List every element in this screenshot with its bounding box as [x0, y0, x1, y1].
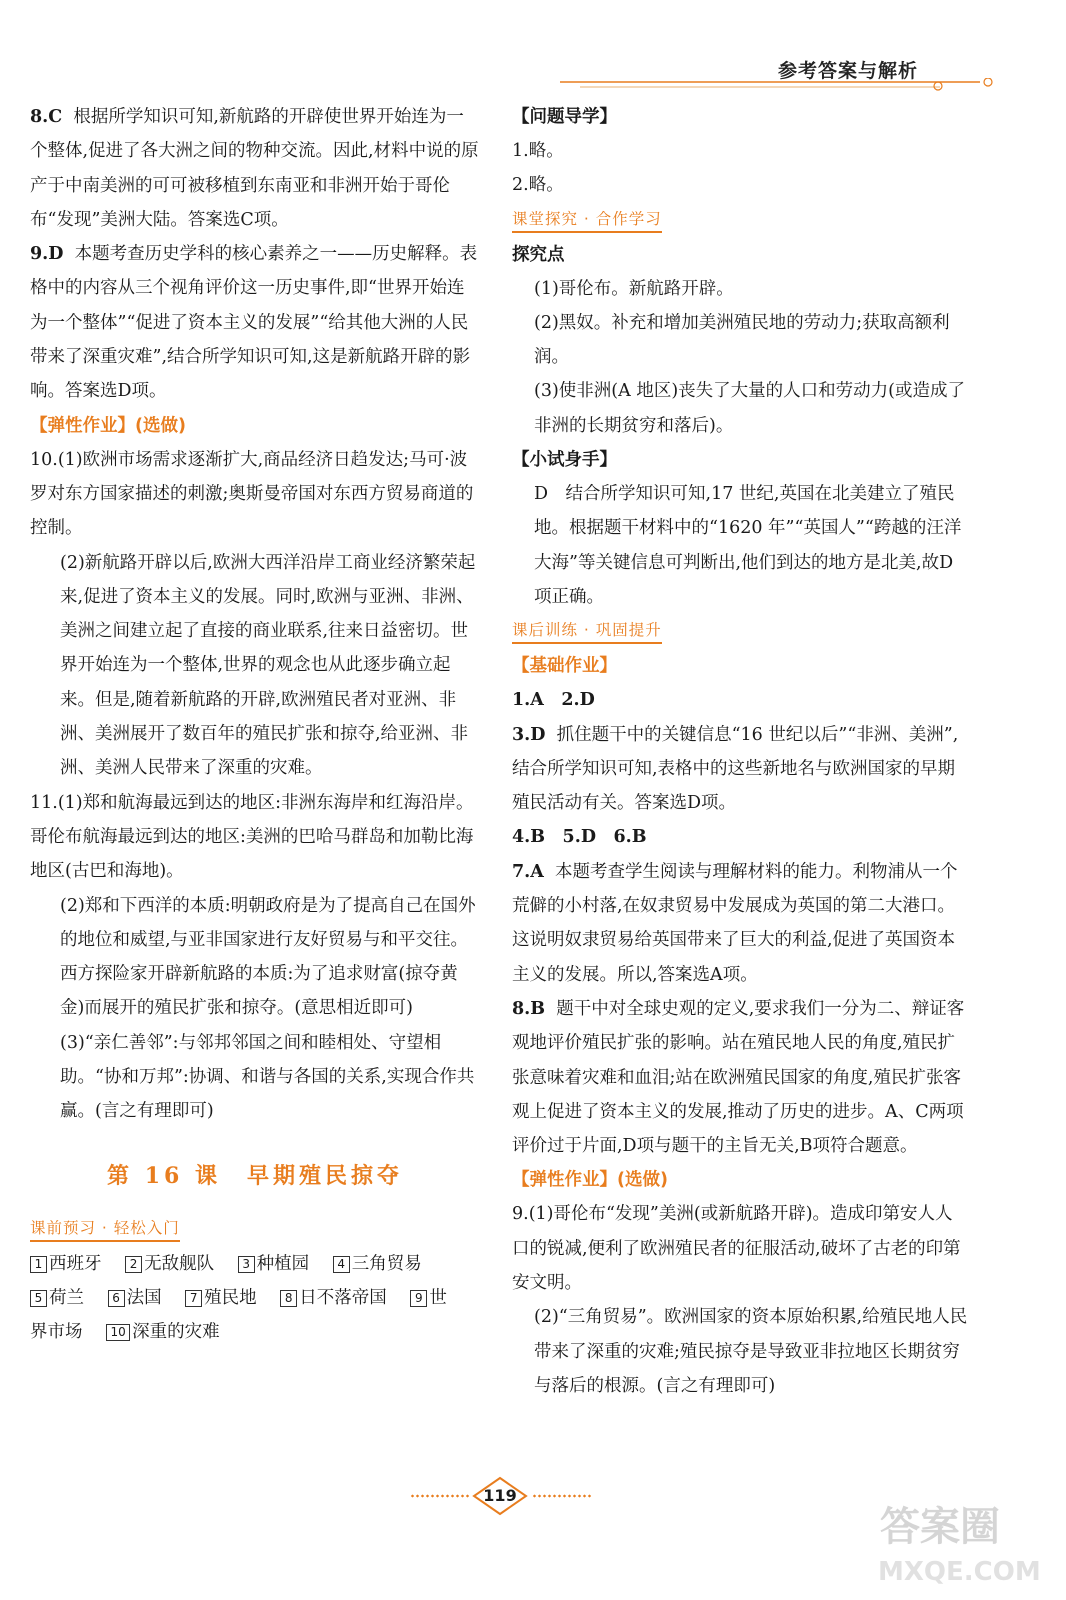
- number-box: 2: [125, 1256, 142, 1273]
- answer-7: [512, 855, 968, 992]
- explore-answer-1: (1)哥伦布。新航路开辟。: [534, 278, 734, 299]
- answer-8b-number: 8.B: [512, 998, 546, 1019]
- problem-guide-label: 【问题导学】: [512, 107, 617, 127]
- preview-answers-line3: [30, 1315, 480, 1349]
- answer-7-number: 7.A: [512, 861, 544, 882]
- answer-3: [512, 718, 968, 821]
- preview-item: [106, 1322, 220, 1342]
- answer-8b-text: 题干中对全球史观的定义,要求我们一分为二、辩证客观地评价殖民扩张的影响。站在殖民地人民的角度,殖民扩张意味着灾难和血泪;站在欧洲殖民国家的角度,殖民扩张客观上促进了资本主义的发展,推动了历史的进步。A、C两项评价过于片面,D项与题干的主旨无关,B项符合题意。: [512, 998, 965, 1157]
- preview-item: [280, 1288, 387, 1308]
- preview-item: [108, 1288, 162, 1308]
- answer-11-part1: 11.(1)郑和航海最远到达的地区:非洲东海岸和红海沿岸。哥伦布航海最远到达的地区:美洲的巴哈马群岛和加勒比海地区(古巴和海地)。: [30, 792, 474, 882]
- preview-item-text: 荷兰: [49, 1287, 84, 1308]
- answers-1-2: 1.A 2.D: [512, 690, 595, 711]
- preview-item-text: 界市场: [30, 1321, 83, 1342]
- try-answer: D 结合所学知识可知,17 世纪,英国在北美建立了殖民地。根据题干材料中的“1620 年”“英国人”“跨越的汪洋大海”等关键信息可判断出,他们到达的地方是北美,故D项正确。: [534, 484, 962, 607]
- lesson-title: 第 16 课 早期殖民掠夺: [107, 1162, 403, 1189]
- answer-8: [30, 100, 480, 237]
- footer-dots-left: [410, 1494, 470, 1498]
- guide-answer-2: 2.略。: [512, 175, 564, 196]
- page-number: [470, 1476, 530, 1516]
- preview-section-tag: 课前预习 · 轻松入门: [30, 1216, 180, 1242]
- explore-answer-2: (2)黑奴。补充和增加美洲殖民地的劳动力;获取高额利润。: [534, 312, 950, 368]
- preview-item-text: 日不落帝国: [299, 1287, 387, 1308]
- explore-point-label: 探究点: [512, 244, 565, 265]
- preview-item-text: 法国: [126, 1287, 162, 1308]
- preview-item: [333, 1254, 422, 1274]
- elastic-homework-label-right: 【弹性作业】(选做): [512, 1170, 668, 1191]
- preview-item: [238, 1254, 310, 1274]
- answer-8-number: 8.C: [30, 107, 63, 127]
- answer-9-text: 本题考查历史学科的核心素养之一——历史解释。表格中的内容从三个视角评价这一历史事件,即“世界开始连为一个整体”“促进了资本主义的发展”“给其他大洲的人民带来了深重灾难”,结合所学知识可知,这是新航路开辟的影响。答案选D项。: [30, 244, 478, 402]
- number-box: 3: [238, 1256, 255, 1273]
- preview-item-text: 种植园: [256, 1253, 310, 1274]
- number-box: 8: [280, 1290, 297, 1307]
- number-box: 10: [106, 1324, 130, 1341]
- basic-homework-label: 【基础作业】: [512, 656, 617, 677]
- number-box: 7: [185, 1290, 202, 1307]
- explore-answer-3: (3)使非洲(A 地区)丧失了大量的人口和劳动力(或造成了非洲的长期贫穷和落后)。: [534, 381, 965, 436]
- answer-11-part2: (2)郑和下西洋的本质:明朝政府是为了提高自己在国外的地位和威望,与亚非国家进行友好贸易与和平交往。西方探险家开辟新航路的本质:为了追求财富(掠夺黄金)而展开的殖民扩张和掠夺。(意思相近即可): [60, 895, 476, 1019]
- right-column: [512, 100, 968, 1403]
- number-box: 9: [410, 1290, 427, 1307]
- answer-9: [30, 237, 480, 408]
- watermark-text: 答案圈: [880, 1504, 1000, 1550]
- number-box: 4: [333, 1256, 350, 1273]
- preview-item: [185, 1288, 257, 1308]
- after-class-section-tag: 课后训练 · 巩固提升: [512, 618, 662, 644]
- preview-answers-line1: [30, 1247, 480, 1281]
- watermark-url: MXQE.COM: [878, 1557, 1041, 1587]
- preview-item-text: 西班牙: [49, 1253, 102, 1274]
- left-column: [30, 100, 480, 1349]
- number-box: 6: [108, 1290, 125, 1307]
- answer-9b-part1: 9.(1)哥伦布“发现”美洲(或新航路开辟)。造成印第安人人口的锐减,便利了欧洲殖民者的征服活动,破坏了古老的印第安文明。: [512, 1204, 961, 1294]
- answer-9-number: 9.D: [30, 244, 64, 265]
- number-box: 1: [30, 1256, 47, 1273]
- preview-item: [410, 1288, 447, 1308]
- page-header-title: 参考答案与解析: [778, 60, 919, 82]
- answer-3-text: 抓住题干中的关键信息“16 世纪以后”“非洲、美洲”,结合所学知识可知,表格中的这些新地名与欧洲国家的早期殖民活动有关。答案选D项。: [512, 724, 959, 814]
- answer-8-text: 根据所学知识可知,新航路的开辟使世界开始连为一个整体,促进了各大洲之间的物种交流。因此,材料中说的原产于中南美洲的可可被移植到东南亚和非洲开始于哥伦布“发现”美洲大陆。答案选C项。: [30, 107, 479, 230]
- elastic-homework-label: 【弹性作业】(选做): [30, 415, 186, 436]
- answer-7-text: 本题考查学生阅读与理解材料的能力。利物浦从一个荒僻的小村落,在奴隶贸易中发展成为英国的第二大港口。这说明奴隶贸易给英国带来了巨大的利益,促进了英国资本主义的发展。所以,答案选A项。: [512, 861, 958, 985]
- answer-3-number: 3.D: [512, 724, 546, 745]
- preview-item-text: 世: [429, 1287, 447, 1308]
- page-number-text: 119: [483, 1486, 517, 1505]
- footer-dots-right: [532, 1494, 592, 1498]
- header-decorative-rule: [560, 78, 998, 92]
- answer-9b-part2: (2)“三角贸易”。欧洲国家的资本原始积累,给殖民地人民带来了深重的灾难;殖民掠夺是导致亚非拉地区长期贫穷与落后的根源。(言之有理即可): [534, 1307, 968, 1396]
- answers-4-6: 4.B 5.D 6.B: [512, 827, 647, 848]
- preview-item-text: 深重的灾难: [132, 1321, 220, 1342]
- preview-item: [30, 1288, 84, 1308]
- preview-answers-line2: [30, 1281, 480, 1315]
- answer-10-part2: (2)新航路开辟以后,欧洲大西洋沿岸工商业经济繁荣起来,促进了资本主义的发展。同时,欧洲与亚洲、非洲、美洲之间建立起了直接的商业联系,往来日益密切。世界开始连为一个整体,世界的观念也从此逐步确立起来。但是,随着新航路的开辟,欧洲殖民者对亚洲、非洲、美洲展开了数百年的殖民扩张和掠夺,给亚洲、非洲、美洲人民带来了深重的灾难。: [60, 552, 476, 779]
- number-box: 5: [30, 1290, 47, 1307]
- classroom-section-tag: 课堂探究 · 合作学习: [512, 207, 662, 233]
- preview-item-text: 殖民地: [204, 1287, 257, 1308]
- preview-item: [125, 1254, 214, 1274]
- preview-item-text: 无敌舰队: [144, 1253, 215, 1274]
- guide-answer-1: 1.略。: [512, 141, 564, 161]
- answer-8b: [512, 992, 968, 1163]
- answer-11-part3: (3)“亲仁善邻”:与邻邦邻国之间和睦相处、守望相助。“协和万邦”:协调、和谐与各国的关系,实现合作共赢。(言之有理即可): [60, 1032, 475, 1122]
- answer-10-part1: 10.(1)欧洲市场需求逐渐扩大,商品经济日趋发达;马可·波罗对东方国家描述的刺激;奥斯曼帝国对东西方贸易商道的控制。: [30, 449, 474, 539]
- watermark-logo-icon: [870, 1490, 1050, 1590]
- try-label: 【小试身手】: [512, 450, 617, 471]
- preview-item-text: 三角贸易: [351, 1253, 422, 1274]
- preview-item: [30, 1254, 102, 1274]
